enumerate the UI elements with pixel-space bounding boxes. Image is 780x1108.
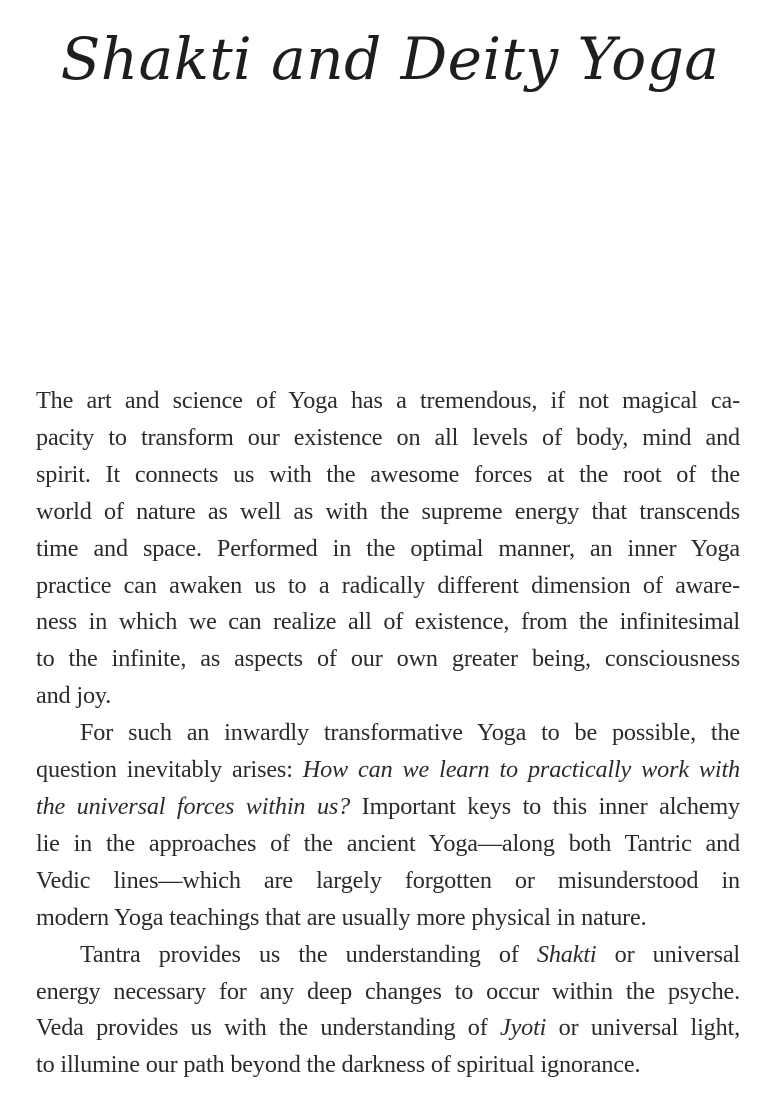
- text-run: time and space. Performed in the optimal manner, an inner Yoga: [36, 534, 740, 562]
- text-run: Veda provides us with the understanding of: [36, 1014, 500, 1042]
- italic-text: How can we learn to practically work with: [302, 756, 740, 784]
- italic-text: the universal forces within us?: [36, 792, 351, 820]
- text-line: [36, 974, 740, 1011]
- text-line: [36, 863, 740, 900]
- text-line: [36, 826, 740, 863]
- paragraph-3: [36, 937, 740, 1085]
- text-run: question inevitably arises:: [36, 756, 303, 784]
- text-line: [36, 1010, 740, 1047]
- text-line: [36, 531, 740, 568]
- text-line: [36, 604, 740, 641]
- text-line: [36, 457, 740, 494]
- text-run: energy necessary for any deep changes to occur within the psyche.: [36, 977, 740, 1005]
- text-run: to the infinite, as aspects of our own greater being, consciousness: [36, 645, 740, 673]
- text-line: [36, 678, 740, 715]
- text-run: Tantra provides us the understanding of: [80, 940, 537, 968]
- text-run: Vedic lines—which are largely forgotten or misunderstood in: [36, 866, 740, 894]
- text-run: pacity to transform our existence on all levels of body, mind and: [36, 423, 740, 451]
- text-line: [36, 641, 740, 678]
- text-run: The art and science of Yoga has a tremendous, if not magical ca-: [36, 387, 740, 414]
- text-run: For such an inwardly transformative Yoga to be possible, the: [80, 719, 740, 747]
- text-run: to illumine our path beyond the darkness of spiritual ignorance.: [36, 1051, 641, 1079]
- text-line: [36, 1047, 740, 1084]
- text-run: and joy.: [36, 682, 112, 710]
- chapter-title: Shakti and Deity Yoga: [60, 25, 720, 93]
- text-run: practice can awaken us to a radically different dimension of aware-: [36, 571, 740, 599]
- text-run: world of nature as well as with the supreme energy that transcends: [36, 497, 740, 525]
- text-line: [36, 494, 740, 531]
- text-run: spirit. It connects us with the awesome forces at the root of the: [36, 460, 740, 488]
- text-run: or universal: [596, 940, 740, 968]
- paragraph-1: [36, 383, 740, 715]
- italic-text: Jyoti: [500, 1014, 547, 1042]
- text-line: [36, 789, 740, 826]
- text-run: lie in the approaches of the ancient Yoga—along both Tantric and: [36, 829, 740, 857]
- text-run: modern Yoga teachings that are usually more physical in nature.: [36, 903, 647, 931]
- text-line: [36, 568, 740, 605]
- italic-text: Shakti: [536, 940, 597, 968]
- text-run: or universal light,: [546, 1014, 740, 1042]
- text-line: [36, 900, 740, 937]
- text-run: ness in which we can realize all of existence, from the infinitesimal: [36, 608, 740, 636]
- paragraph-2: [36, 715, 740, 936]
- text-line: [36, 937, 740, 974]
- body-text: [36, 383, 740, 1084]
- text-line: [36, 752, 740, 789]
- text-line: [36, 715, 740, 752]
- text-line: [36, 383, 740, 420]
- text-run: Important keys to this inner alchemy: [350, 792, 740, 820]
- text-line: [36, 420, 740, 457]
